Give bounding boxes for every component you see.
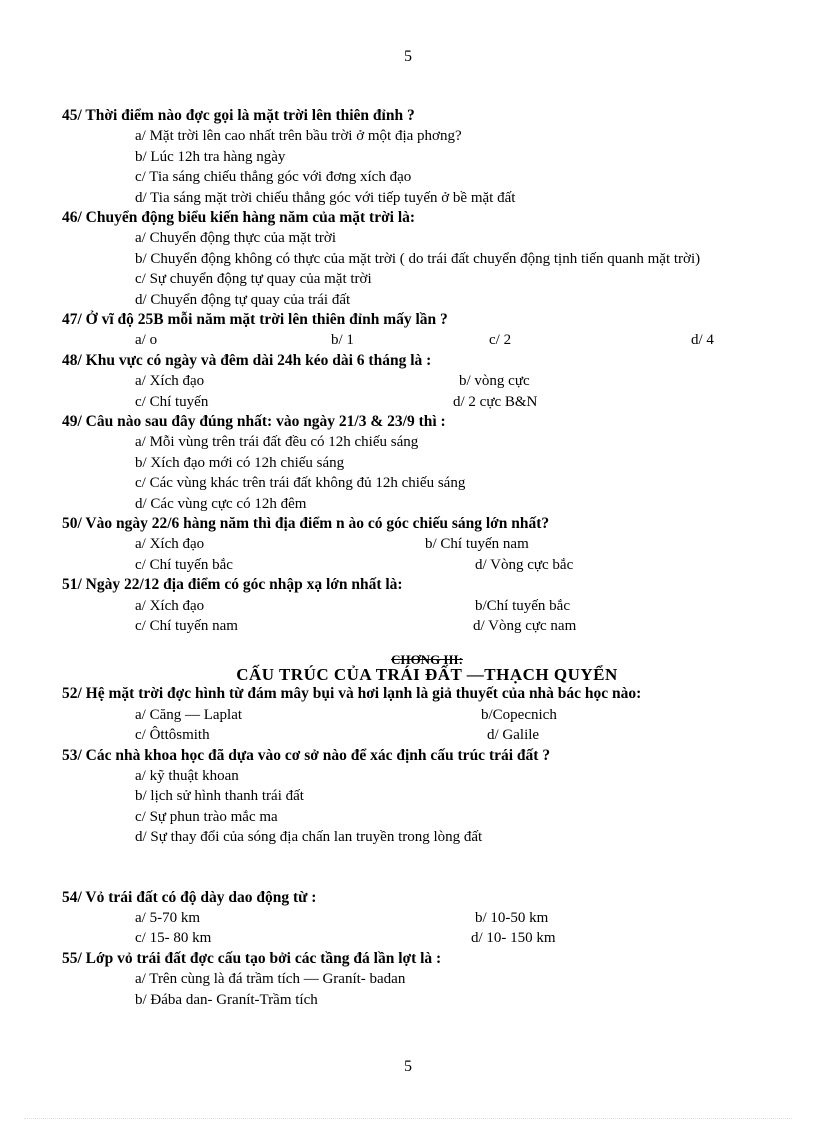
option-51b: b/Chí tuyến bắc	[475, 597, 570, 614]
option-51d: d/ Vòng cực nam	[473, 618, 577, 635]
option-45a: a/ Mặt trời lên cao nhất trên bầu trời ở một địa phơng?	[135, 128, 462, 145]
options-row-54-2	[135, 928, 792, 948]
options-row-52-1	[135, 705, 792, 725]
options-row-47	[135, 330, 792, 350]
option-52c: c/ Ôttôsmith	[135, 727, 210, 744]
option-55a: a/ Trên cùng là đá trầm tích — Granít- badan	[135, 971, 406, 988]
option-45c: c/ Tia sáng chiếu thẳng góc với đơng xích đạo	[135, 169, 412, 186]
option-54d: d/ 10- 150 km	[471, 930, 556, 947]
question-54: 54/ Vỏ trái đất có độ dày dao động từ :	[62, 888, 317, 906]
question-50: 50/ Vào ngày 22/6 hàng năm thì địa điểm n ào có góc chiếu sáng lớn nhất?	[62, 515, 550, 533]
option-49a: a/ Mỗi vùng trên trái đất đều có 12h chiếu sáng	[135, 434, 419, 451]
option-52a: a/ Căng — Laplat	[135, 706, 243, 723]
option-46b: b/ Chuyển động không có thực của mặt trời ( do trái đất chuyển động tịnh tiến quanh mặt trời)	[135, 250, 701, 267]
option-48b: b/ vòng cực	[459, 373, 530, 390]
chapter-label: CHƠNG III:	[391, 652, 463, 668]
option-47c: c/ 2	[489, 332, 512, 349]
option-48d: d/ 2 cực B&N	[453, 393, 538, 410]
options-row-48-2	[135, 392, 792, 412]
chapter-heading	[62, 654, 792, 684]
blank-space	[62, 848, 792, 888]
question-45: 45/ Thời điểm nào đợc gọi là mặt trời lên thiên đỉnh ?	[62, 107, 415, 124]
option-52d: d/ Galile	[487, 727, 540, 744]
question-46: 46/ Chuyển động biểu kiến hàng năm của mặt trời là:	[62, 209, 416, 227]
options-row-51-1	[135, 596, 792, 616]
question-55: 55/ Lớp vỏ trái đất đợc cấu tạo bởi các tầng đá lần lợt là :	[62, 949, 442, 967]
option-54b: b/ 10-50 km	[475, 910, 549, 927]
chapter-title: CẤU TRÚC CỦA TRÁI ĐẤT —THẠCH QUYỂN	[236, 665, 618, 685]
option-53c: c/ Sự phun trào mắc ma	[135, 808, 278, 825]
question-47: 47/ Ở vĩ độ 25B mỗi năm mặt trời lên thiên đỉnh mấy lần ?	[62, 311, 448, 329]
page-border-line	[24, 1118, 792, 1119]
option-47d: d/ 4	[691, 332, 714, 349]
option-45d: d/ Tia sáng mặt trời chiếu thẳng góc với tiếp tuyến ở bề mặt đất	[135, 189, 516, 206]
option-54c: c/ 15- 80 km	[135, 930, 212, 947]
options-row-51-2	[135, 616, 792, 636]
option-55b: b/ Đába dan- Granít-Trầm tích	[135, 991, 318, 1008]
option-48a: a/ Xích đạo	[135, 373, 205, 390]
option-48c: c/ Chí tuyến	[135, 393, 209, 410]
option-46d: d/ Chuyển động tự quay của trái đất	[135, 291, 351, 308]
option-47b: b/ 1	[331, 332, 354, 349]
options-row-50-2	[135, 555, 792, 575]
options-row-48-1	[135, 371, 792, 391]
question-48: 48/ Khu vực có ngày và đêm dài 24h kéo dài 6 tháng là :	[62, 351, 432, 369]
option-49d: d/ Các vùng cực có 12h đêm	[135, 495, 307, 512]
option-49c: c/ Các vùng khác trên trái đất không đủ 12h chiếu sáng	[135, 475, 466, 492]
option-50b: b/ Chí tuyến nam	[425, 536, 529, 553]
option-52b: b/Copecnich	[481, 706, 557, 723]
document-body	[62, 106, 792, 1010]
page-number-bottom: 5	[404, 1058, 412, 1075]
option-51c: c/ Chí tuyến nam	[135, 618, 238, 635]
option-46c: c/ Sự chuyển động tự quay của mặt trời	[135, 271, 372, 288]
options-row-54-1	[135, 908, 792, 928]
option-50c: c/ Chí tuyến bắc	[135, 556, 233, 573]
question-49: 49/ Câu nào sau đây đúng nhất: vào ngày 21/3 & 23/9 thì :	[62, 413, 446, 431]
options-row-52-2	[135, 725, 792, 745]
question-53: 53/ Các nhà khoa học đã dựa vào cơ sở nào để xác định cấu trúc trái đất ?	[62, 746, 551, 764]
option-46a: a/ Chuyển động thực của mặt trời	[135, 230, 337, 247]
option-45b: b/ Lúc 12h tra hàng ngày	[135, 148, 286, 165]
option-50d: d/ Vòng cực bắc	[475, 556, 574, 573]
option-53a: a/ kỹ thuật khoan	[135, 768, 239, 785]
option-47a: a/ o	[135, 332, 158, 349]
question-51: 51/ Ngày 22/12 địa điểm có góc nhập xạ lớn nhất là:	[62, 576, 403, 594]
option-49b: b/ Xích đạo mới có 12h chiếu sáng	[135, 454, 345, 471]
page-number-top: 5	[404, 48, 412, 65]
option-53b: b/ lịch sử hình thanh trái đất	[135, 788, 304, 805]
option-53d: d/ Sự thay đổi của sóng địa chấn lan truyền trong lòng đất	[135, 829, 483, 846]
options-row-50-1	[135, 534, 792, 554]
question-52: 52/ Hệ mặt trời đợc hình từ đám mây bụi và hơi lạnh là giả thuyết của nhà bác học nào:	[62, 685, 642, 703]
option-54a: a/ 5-70 km	[135, 910, 200, 927]
option-51a: a/ Xích đạo	[135, 597, 205, 614]
option-50a: a/ Xích đạo	[135, 536, 205, 553]
